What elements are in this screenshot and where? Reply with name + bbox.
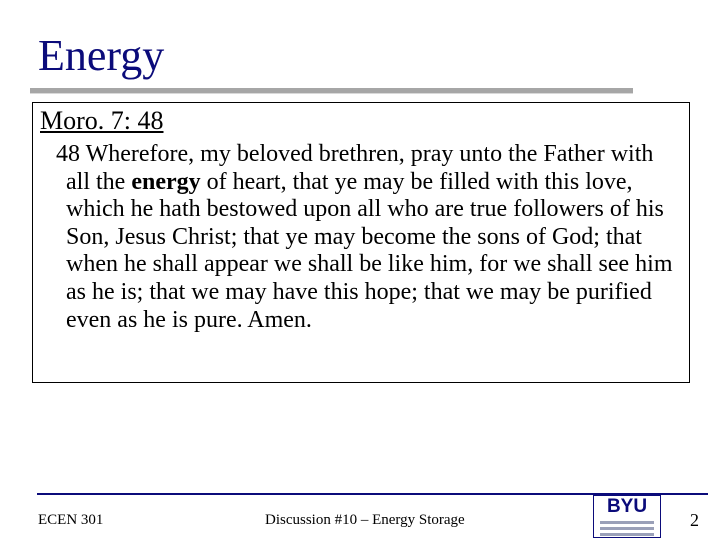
verse-emphasis: energy <box>131 168 201 195</box>
page-number: 2 <box>690 510 699 530</box>
title-underline-shadow <box>30 93 633 94</box>
footer-topic: Discussion #10 – Energy Storage <box>265 512 465 528</box>
logo-subline-1 <box>600 521 654 524</box>
byu-logo <box>593 495 661 538</box>
logo-text: BYU <box>606 496 648 517</box>
scripture-reference: Moro. 7: 48 <box>40 106 164 135</box>
logo-subline-3 <box>600 533 654 536</box>
verse-text-before: 48 Wherefore, my beloved brethren, pray unto the Father with all the <box>56 141 654 195</box>
slide-title: Energy <box>38 31 165 80</box>
scripture-verse <box>56 141 682 334</box>
footer-course: ECEN 301 <box>38 512 104 528</box>
verse-text-after: of heart, that ye may be filled with this love, which he hath bestowed upon all who are true followers of his Son, Jesus Christ; that ye may become the sons of God; that when he shall appear we shall be like him, for we shall see him as he is; that we may have this hope; that we may be purified even as he is pure. Amen. <box>66 168 673 333</box>
logo-subline-2 <box>600 527 654 530</box>
